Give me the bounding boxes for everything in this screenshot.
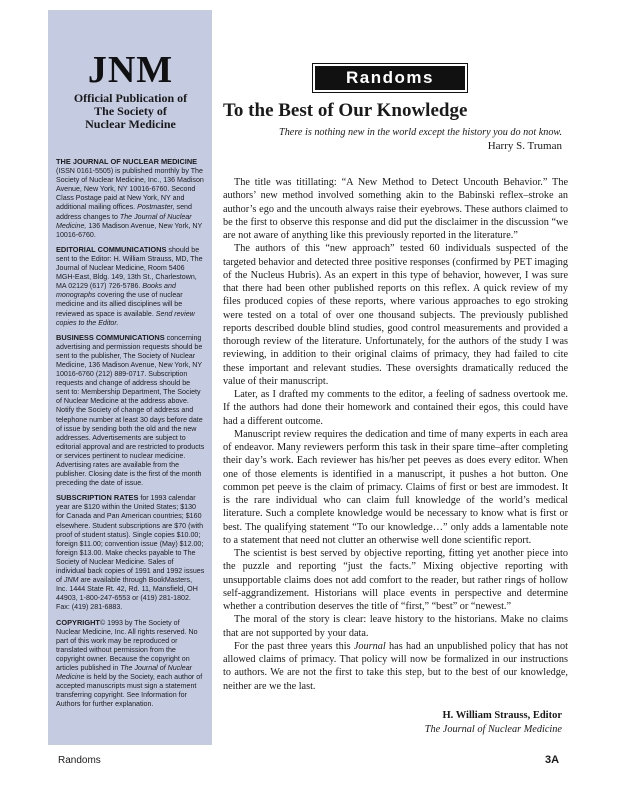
paragraph: The scientist is best served by objective reporting, fitting yet another piece into the puzzle and reporting “just the facts.” Mixing objective reporting with unsupportable claims does not add comfort to the reader, but rather rings of hollow self-aggrandizement. Historians will place events in perspective and determine whether a contribution deserves the title of “first,” “best” or “newest.” (223, 548, 568, 612)
business-communications: BUSINESS COMMUNICATIONS concerning advertising and permission requests should be sent to the publisher, The Society of Nuclear Medicine, 136 Madison Avenue, New York, NY 10016-6760 (212) 889-0717. Subscription requests and change of address should be sent to: Membership Department, The Society of Nuclear Medicine at the address above. Notify the Society of change of address and telephone number at least 30 days before date of issue by sending both the old and the new addresses. Advertisements are subject to editorial approval and are restricted to products or services pertinent to nuclear medicine. Advertising rates are available from the publisher. Closing date is the first of the month preceding the date of issue. (56, 332, 205, 488)
article-title: To the Best of Our Knowledge (223, 100, 468, 121)
paragraph: Manuscript review requires the dedication and time of many experts in each area of endeavor. Many reviewers perform this task in their spare time–after completing their day’s work. Each reviewer has his/her pet peeves as does every editor. When one of those elements is identified in a manuscript, it pushes a hot button. One common pet peeve is the claim of primacy. Claims of first or best are immodest. It is the rare individual who can claim full knowledge of the world’s medical literature. Such a complete knowledge would be necessary to know what is first or best. The qualifying statement “To our knowledge…” only adds a lamentable note to a statement that need not clutter an otherwise well done scientific report. (223, 428, 568, 546)
paragraph: Later, as I drafted my comments to the editor, a feeling of sadness overtook me. If the authors had done their homework and contained their egos, this could have had a different outcome. (223, 389, 568, 427)
subtitle-line-1: Official Publication of (73, 91, 188, 105)
journal-logo: JNM (87, 49, 174, 91)
epigraph-author: Harry S. Truman (487, 140, 562, 152)
subtitle-line-2: The Society of (94, 104, 167, 118)
copyright-notice: COPYRIGHT© 1993 by The Society of Nuclear Medicine, Inc. All rights reserved. No part of this work may be reproduced or translated without permission from the copyright owner. Because the copyright on articles published in The Journal of Nuclear Medicine is held by the Society, each author of accepted manuscripts must sign a statement transferring copyright. See Information for Authors for further explanation. (56, 617, 203, 709)
paragraph: The moral of the story is clear: leave history to the historians. Make no claims that are not supported by your data. (223, 614, 568, 639)
subtitle-line-3: Nuclear Medicine (85, 117, 176, 131)
footer-section-name: Randoms (58, 755, 101, 766)
editorial-communications: EDITORIAL COMMUNICATIONS should be sent to the Editor: H. William Strauss, MD, The Journal of Nuclear Medicine, Room 5406 MGH-East, Bldg. 149, 13th St., Charlestown, MA 02129 (617) 726-5786. Books and monographs covering the use of nuclear medicine and its allied disciplines will be reviewed as space is available. Send review copies to the Editor. (56, 244, 203, 327)
masthead-info (56, 157, 205, 709)
signature-name: H. William Strauss, Editor (442, 710, 562, 721)
paragraph: The title was titillating: “A New Method to Detect Uncouth Behavior.” The authors’ new method involved something akin to the Babinski reflex–stroke an author’s ego and the uncouth always raise their eyebrows. These authors claimed to be the first to observe this response and did put the disclaimer in the discussion “we are not aware of anything like this previously reported in the literature.” (223, 177, 568, 241)
section-banner: Randoms (315, 66, 465, 90)
article-body (223, 176, 568, 693)
paragraph: The authors of this “new approach” tested 60 individuals suspected of the targeted behavior and detected three positive responses (confirmed by PET imaging of the Nucleus Hubris). As an expert in this type of behavior, however, I was sure that there had been other published reports on this reflex. A quick review of my files produced copies of these reports, where various approaches to ego stroking were tested on a total of over one thousand subjects. The previously published reports described double blind studies, good control measurements and provided a thorough review of the literature. Unfortunately, for the authors of the study I was reviewing, in addition to their original claims of primacy, they had failed to cite these important and relevant studies. These oversights dramatically reduced the value of their manuscript. (223, 243, 568, 387)
epigraph-quote: There is nothing new in the world except the history you do not know. (279, 127, 562, 138)
signature-journal: The Journal of Nuclear Medicine (424, 724, 562, 735)
subscription-rates: SUBSCRIPTION RATES for 1993 calendar year are $120 within the United States; $130 for Canada and Pan American countries; $160 elsewhere. Student subscriptions are $70 (with proof of student status). Single copies $10.00; foreign $11.00; convention issue (May) $12.00; foreign $13.00. Make checks payable to The Society of Nuclear Medicine. Sales of individual back copies of 1991 and 1992 issues of JNM are available through BookMasters, Inc. 1444 State Rt. 42, Rd. 11, Mansfield, OH 44903, 1-800-247-6553 or (419) 281-1802. Fax: (419) 281-6883. (56, 493, 205, 612)
publication-info: THE JOURNAL OF NUCLEAR MEDICINE (ISSN 0161-5505) is published monthly by The Society of Nuclear Medicine, Inc., 136 Madison Avenue, New York, NY 10016-6760. Second Class Postage paid at New York, NY and additional mailing offices. Postmaster, send address changes to The Journal of Nuclear Medicine, 136 Madison Avenue, New York, NY 10016-6760. (56, 157, 204, 239)
masthead-subtitle (56, 92, 205, 131)
masthead-sidebar (48, 10, 212, 745)
paragraph: For the past three years this Journal has had an unpublished policy that has not allowed claims of primacy. That policy will now be formalized in our instructions to authors. We are not the first to take this step, but to the best of our knowledge, neither are we the last. (223, 640, 568, 692)
page-number: 3A (545, 754, 560, 766)
